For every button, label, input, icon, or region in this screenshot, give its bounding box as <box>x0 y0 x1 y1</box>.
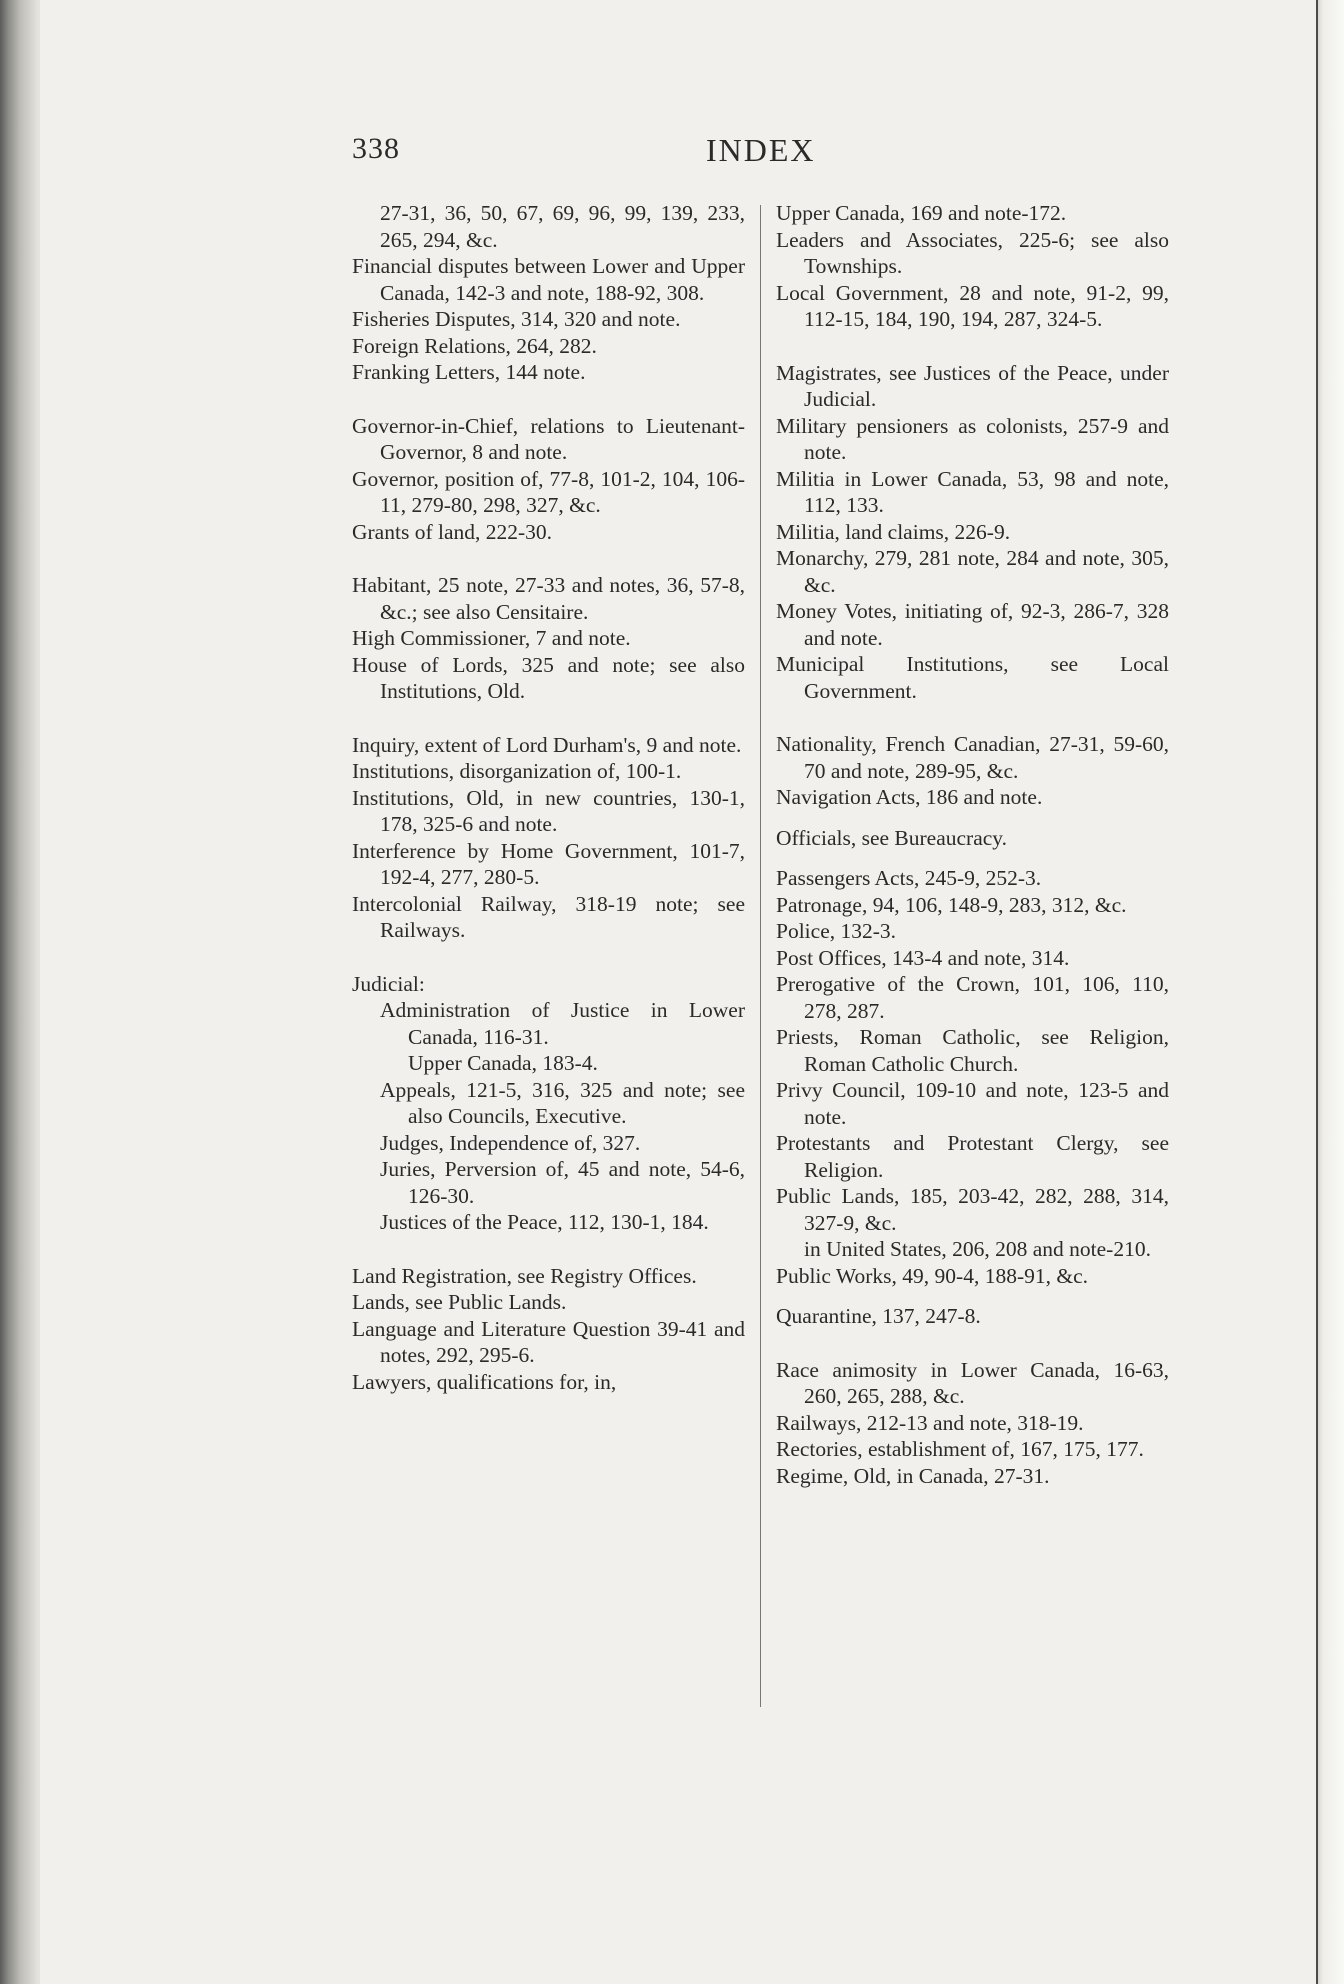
index-entry: Interference by Home Government, 101-7, 192-4, 277, 280-5. <box>352 838 745 889</box>
page-edge <box>1316 0 1344 1984</box>
index-entry: Railways, 212-13 and note, 318-19. <box>776 1410 1084 1435</box>
index-entry: Inquiry, extent of Lord Durham's, 9 and note. <box>352 732 742 757</box>
index-entry: Governor-in-Chief, relations to Lieutenant-Governor, 8 and note. <box>352 413 745 464</box>
index-entry: Privy Council, 109-10 and note, 123-5 and note. <box>776 1078 1169 1129</box>
index-entry: Public Lands, 185, 203-42, 282, 288, 314, 327-9, &c. <box>776 1184 1169 1235</box>
index-entry: Intercolonial Railway, 318-19 note; see Railways. <box>352 891 745 942</box>
index-entry: Judges, Independence of, 327. <box>380 1130 641 1155</box>
index-column-right <box>776 200 1169 1489</box>
section-gap <box>352 545 745 572</box>
index-entry: Regime, Old, in Canada, 27-31. <box>776 1463 1050 1488</box>
index-entry: Militia in Lower Canada, 53, 98 and note, 112, 133. <box>776 466 1169 517</box>
index-entry: Municipal Institutions, see Local Government. <box>776 652 1169 703</box>
page-title: INDEX <box>706 132 816 168</box>
index-entry: Money Votes, initiating of, 92-3, 286-7, 328 and note. <box>776 599 1169 650</box>
section-gap <box>776 704 1169 731</box>
running-head <box>352 132 816 176</box>
index-entry: Military pensioners as colonists, 257-9 and note. <box>776 413 1169 464</box>
index-entry: Leaders and Associates, 225-6; see also Townships. <box>776 227 1169 278</box>
page-number: 338 <box>352 132 400 165</box>
index-entry: Post Offices, 143-4 and note, 314. <box>776 945 1070 970</box>
column-divider <box>760 205 761 1707</box>
section-gap <box>352 944 745 971</box>
index-entry: Public Works, 49, 90-4, 188-91, &c. <box>776 1263 1088 1288</box>
index-entry: Language and Literature Question 39-41 and notes, 292, 295-6. <box>352 1316 745 1367</box>
index-entry: Juries, Perversion of, 45 and note, 54-6, 126-30. <box>380 1157 745 1208</box>
index-entry: Upper Canada, 183-4. <box>408 1051 598 1075</box>
section-gap <box>352 705 745 732</box>
index-entry: Militia, land claims, 226-9. <box>776 519 1011 544</box>
index-entry: Fisheries Disputes, 314, 320 and note. <box>352 307 681 331</box>
index-entry: Priests, Roman Catholic, see Religion, Roman Catholic Church. <box>776 1025 1169 1076</box>
section-gap <box>776 1330 1169 1357</box>
index-entry: Institutions, disorganization of, 100-1. <box>352 759 682 783</box>
index-entry: Financial disputes between Lower and Upper Canada, 142-3 and note, 188-92, 308. <box>352 254 745 305</box>
index-entry: Monarchy, 279, 281 note, 284 and note, 305, &c. <box>776 546 1169 597</box>
index-entry: Land Registration, see Registry Offices. <box>352 1263 697 1288</box>
index-entry: Local Government, 28 and note, 91-2, 99, 112-15, 184, 190, 194, 287, 324-5. <box>776 280 1169 331</box>
index-entry: High Commissioner, 7 and note. <box>352 626 631 650</box>
index-entry: Police, 132-3. <box>776 919 897 943</box>
section-gap <box>776 851 1169 865</box>
index-entry: Patronage, 94, 106, 148-9, 283, 312, &c. <box>776 892 1127 917</box>
index-entry: Judicial: <box>352 971 425 996</box>
index-entry: Institutions, Old, in new countries, 130-1, 178, 325-6 and note. <box>352 785 745 836</box>
index-entry: Officials, see Bureaucracy. <box>776 825 1008 850</box>
index-entry: Quarantine, 137, 247-8. <box>776 1304 981 1328</box>
index-entry: 27-31, 36, 50, 67, 69, 96, 99, 139, 233, 265, 294, &c. <box>380 201 745 252</box>
section-gap <box>776 1289 1169 1303</box>
index-entry: Lawyers, qualifications for, in, <box>352 1369 617 1394</box>
index-entry: Lands, see Public Lands. <box>352 1290 567 1314</box>
index-column-left <box>352 200 745 1395</box>
index-entry: Habitant, 25 note, 27-33 and notes, 36, 57-8, &c.; see also Censitaire. <box>352 573 745 624</box>
section-gap <box>776 811 1169 825</box>
index-entry: Governor, position of, 77-8, 101-2, 104, 106-11, 279-80, 298, 327, &c. <box>352 466 745 517</box>
section-gap <box>776 333 1169 360</box>
index-entry: Grants of land, 222-30. <box>352 519 553 544</box>
index-entry: Justices of the Peace, 112, 130-1, 184. <box>380 1210 709 1234</box>
index-entry: Foreign Relations, 264, 282. <box>352 333 597 358</box>
section-gap <box>352 386 745 413</box>
index-entry: Franking Letters, 144 note. <box>352 360 586 384</box>
index-entry: Appeals, 121-5, 316, 325 and note; see also Councils, Executive. <box>380 1077 745 1128</box>
index-entry: Prerogative of the Crown, 101, 106, 110, 278, 287. <box>776 972 1169 1023</box>
section-gap <box>352 1236 745 1263</box>
index-entry: Rectories, establishment of, 167, 175, 177. <box>776 1437 1144 1461</box>
index-entry: Race animosity in Lower Canada, 16-63, 260, 265, 288, &c. <box>776 1357 1169 1408</box>
index-entry: Nationality, French Canadian, 27-31, 59-60, 70 and note, 289-95, &c. <box>776 732 1169 783</box>
index-entry: House of Lords, 325 and note; see also Institutions, Old. <box>352 652 745 703</box>
index-entry: Protestants and Protestant Clergy, see Religion. <box>776 1131 1169 1182</box>
book-spine-shadow <box>0 0 40 1984</box>
index-entry: Upper Canada, 169 and note-172. <box>776 201 1067 225</box>
index-entry: Navigation Acts, 186 and note. <box>776 785 1043 809</box>
index-entry: in United States, 206, 208 and note-210. <box>804 1237 1151 1261</box>
index-entry: Magistrates, see Justices of the Peace, under Judicial. <box>776 360 1169 411</box>
index-entry: Passengers Acts, 245-9, 252-3. <box>776 866 1042 890</box>
index-entry: Administration of Justice in Lower Canada, 116-31. <box>380 998 745 1049</box>
